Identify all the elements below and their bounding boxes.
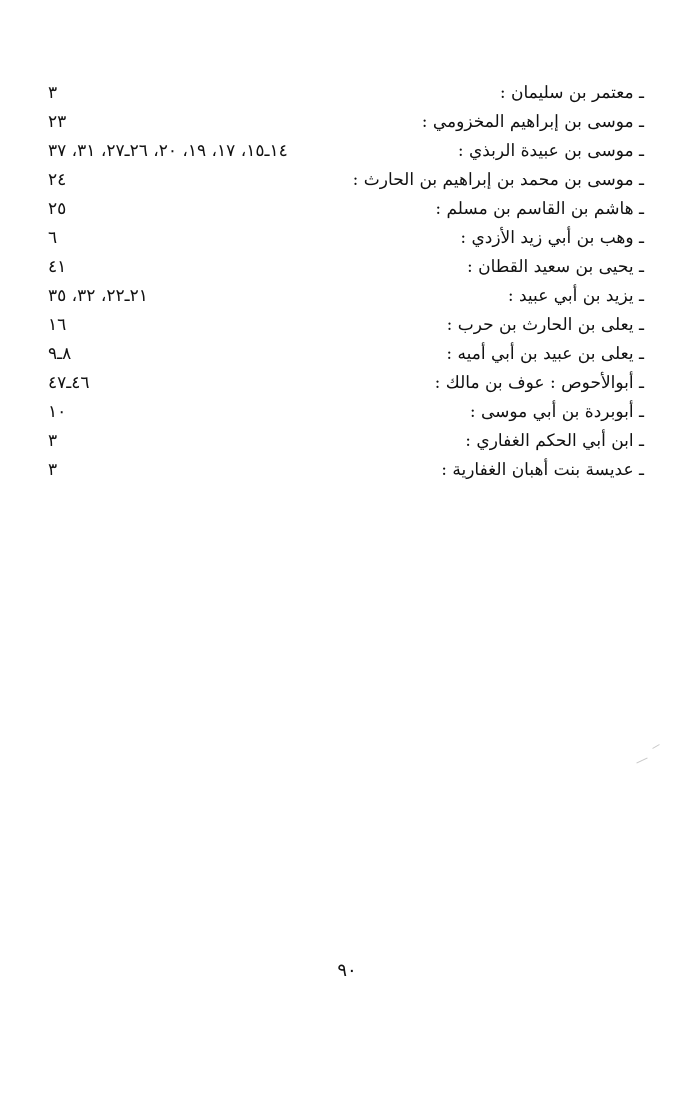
index-entry — [48, 281, 644, 310]
entry-pages: ٣ — [48, 82, 58, 103]
entry-pages: ٤١ — [48, 256, 67, 277]
entry-name: ـ يعلى بن عبيد بن أبي أميه : — [446, 343, 644, 364]
entry-name: ـ موسى بن إبراهيم المخزومي : — [421, 111, 644, 132]
entry-pages: ٢٤ — [48, 169, 67, 190]
scan-speck — [636, 758, 647, 764]
entry-name: ـ ابن أبي الحكم الغفاري : — [465, 430, 644, 451]
index-entry — [48, 194, 644, 223]
entry-name: ـ يزيد بن أبي عبيد : — [507, 285, 644, 306]
index-entry — [48, 78, 644, 107]
index-entry — [48, 252, 644, 281]
index-entry — [48, 223, 644, 252]
index-entry — [48, 136, 644, 165]
entry-pages: ٢٣ — [48, 111, 67, 132]
index-entry — [48, 310, 644, 339]
entry-pages: ١٤ـ١٥، ١٧، ١٩، ٢٠، ٢٦ـ٢٧، ٣١، ٣٧ — [48, 140, 288, 161]
entry-pages: ١٦ — [48, 314, 67, 335]
entry-name: ـ أبوبردة بن أبي موسى : — [469, 401, 644, 422]
entry-pages: ١٠ — [48, 401, 67, 422]
index-entry — [48, 339, 644, 368]
entry-name: ـ يعلى بن الحارث بن حرب : — [446, 314, 644, 335]
entry-name: ـ موسى بن محمد بن إبراهيم بن الحارث : — [352, 169, 644, 190]
index-entry — [48, 426, 644, 455]
entry-name: ـ وهب بن أبي زيد الأزدي : — [460, 227, 644, 248]
index-entry — [48, 455, 644, 484]
entry-name: ـ يحيى بن سعيد القطان : — [466, 256, 644, 277]
index-entry — [48, 397, 644, 426]
page-number: ٩٠ — [337, 960, 357, 981]
index-entry — [48, 107, 644, 136]
entry-pages: ٢١ـ٢٢، ٣٢، ٣٥ — [48, 285, 148, 306]
entry-pages: ٣ — [48, 430, 58, 451]
entry-pages: ٢٥ — [48, 198, 67, 219]
name-index-list — [48, 78, 644, 484]
entry-pages: ٤٦ـ٤٧ — [48, 372, 90, 393]
entry-name: ـ موسى بن عبيدة الربذي : — [457, 140, 644, 161]
entry-pages: ٦ — [48, 227, 58, 248]
entry-name: ـ أبوالأحوص : عوف بن مالك : — [434, 372, 644, 393]
index-entry — [48, 368, 644, 397]
index-entry — [48, 165, 644, 194]
entry-pages: ٨ـ٩ — [48, 343, 72, 364]
entry-pages: ٣ — [48, 459, 58, 480]
entry-name: ـ معتمر بن سليمان : — [499, 82, 644, 103]
entry-name: ـ عديسة بنت أهبان الغفارية : — [441, 459, 644, 480]
scan-speck — [652, 744, 659, 749]
entry-name: ـ هاشم بن القاسم بن مسلم : — [435, 198, 644, 219]
